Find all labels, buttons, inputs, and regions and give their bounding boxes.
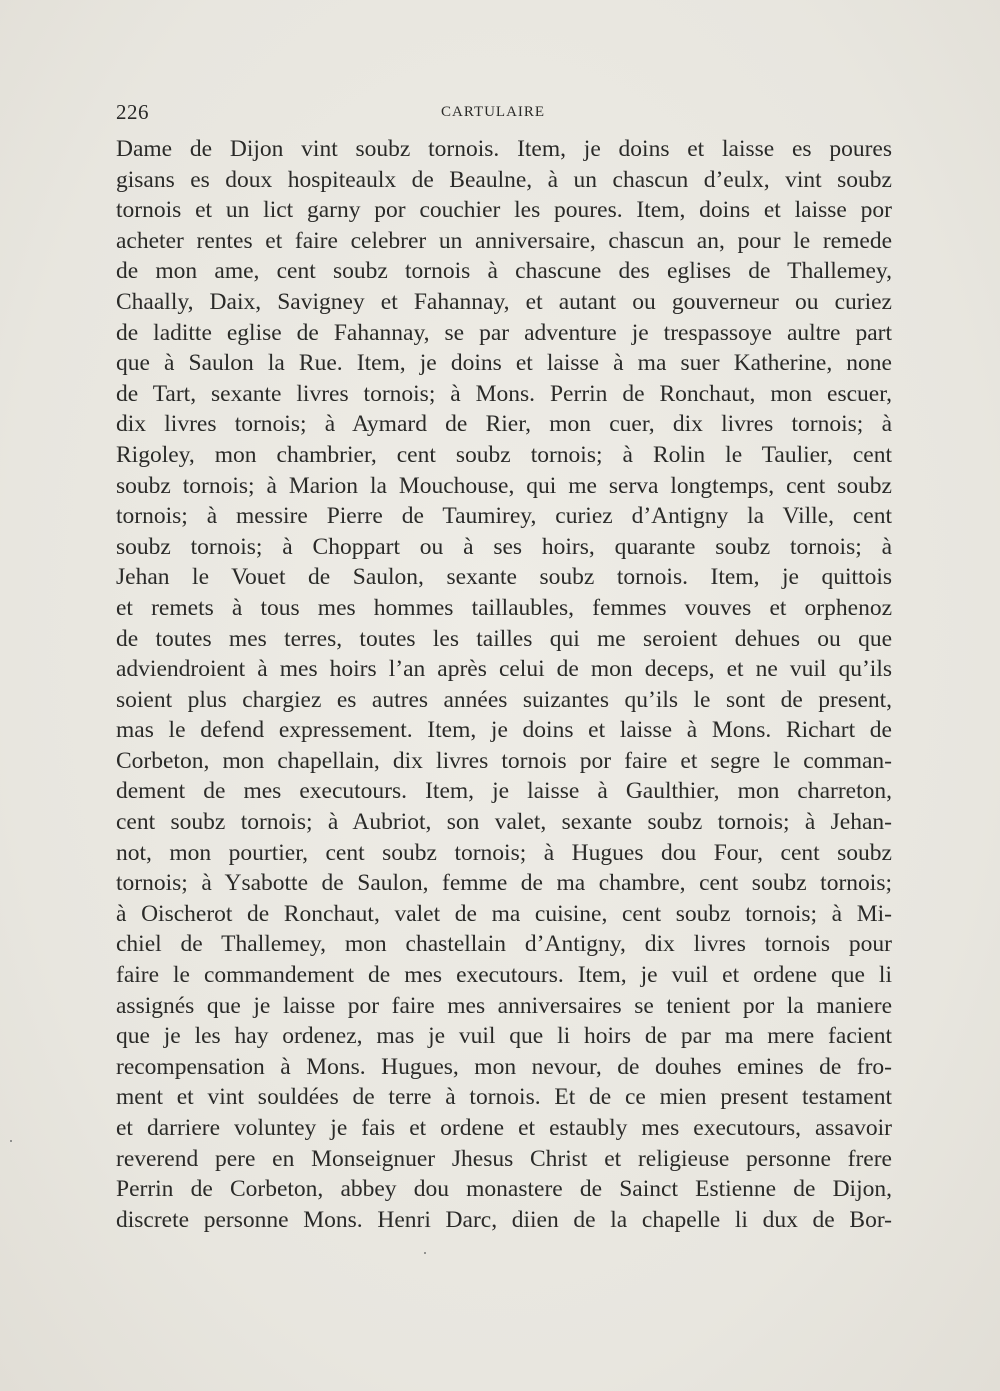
text-line: et darriere voluntey je fais et ordene et estaubly mes executours, assavoir: [116, 1115, 892, 1141]
text-line: à Oischerot de Ronchaut, valet de ma cuisine, cent soubz tornois; à Mi-: [116, 900, 892, 927]
text-line: Rigoley, mon chambrier, cent soubz tornois; à Rolin le Taulier, cent: [116, 441, 892, 468]
text-line: not, mon pourtier, cent soubz tornois; à Hugues dou Four, cent soubz: [116, 839, 892, 866]
paper-speck: [10, 1140, 12, 1142]
page-number: 226: [116, 100, 149, 124]
text-line: Perrin de Corbeton, abbey dou monastere de Sainct Estienne de Dijon,: [116, 1176, 892, 1203]
text-line: de toutes mes terres, toutes les tailles qui me seroient dehues ou que: [116, 625, 892, 652]
text-line: adviendroient à mes hoirs l’an après celui de mon deceps, et ne vuil qu’ils: [116, 656, 892, 683]
text-line: de Tart, sexante livres tornois; à Mons. Perrin de Ronchaut, mon escuer,: [116, 380, 892, 407]
text-line: soient plus chargiez es autres années suizantes qu’ils le sont de present,: [116, 686, 892, 713]
text-line: chiel de Thallemey, mon chastellain d’Antigny, dix livres tornois pour: [116, 931, 892, 958]
text-line: que à Saulon la Rue. Item, je doins et laisse à ma suer Katherine, none: [116, 350, 892, 377]
text-line: dement de mes executours. Item, je laisse à Gaulthier, mon charreton,: [116, 778, 892, 805]
running-head: [116, 96, 892, 126]
text-line: dix livres tornois; à Aymard de Rier, mon cuer, dix livres tornois; à: [116, 411, 892, 438]
text-line: que je les hay ordenez, mas je vuil que li hoirs de par ma mere facient: [116, 1023, 892, 1050]
text-line: discrete personne Mons. Henri Darc, diien de la chapelle li dux de Bor-: [116, 1206, 892, 1233]
text-line: Dame de Dijon vint soubz tornois. Item, je doins et laisse es poures: [116, 136, 892, 162]
text-line: recompensation à Mons. Hugues, mon nevour, de douhes emines de fro-: [116, 1053, 892, 1080]
text-line: ment et vint souldées de terre à tornois. Et de ce mien present testament: [116, 1084, 892, 1111]
text-line: gisans es doux hospiteaulx de Beaulne, à un chascun d’eulx, vint soubz: [116, 166, 892, 193]
text-line: Corbeton, mon chapellain, dix livres tornois por faire et segre le comman-: [116, 747, 892, 774]
body-text: [116, 134, 892, 1235]
text-line: tornois; à messire Pierre de Taumirey, curiez d’Antigny la Ville, cent: [116, 503, 892, 530]
text-line: acheter rentes et faire celebrer un anniversaire, chascun an, pour le remede: [116, 227, 892, 254]
text-line: de laditte eglise de Fahannay, se par adventure je trespassoye aultre part: [116, 319, 892, 346]
paper-speck: [424, 1252, 426, 1254]
text-line: faire le commandement de mes executours. Item, je vuil et ordene que li: [116, 962, 892, 989]
text-line: Chaally, Daix, Savigney et Fahannay, et autant ou gouverneur ou curiez: [116, 288, 892, 315]
text-line: soubz tornois; à Choppart ou à ses hoirs, quarante soubz tornois; à: [116, 533, 892, 560]
text-line: Jehan le Vouet de Saulon, sexante soubz tornois. Item, je quittois: [116, 564, 892, 591]
text-line: et remets à tous mes hommes taillaubles, femmes vouves et orphenoz: [116, 594, 892, 621]
text-line: assignés que je laisse por faire mes anniversaires se tenient por la maniere: [116, 992, 892, 1019]
text-line: soubz tornois; à Marion la Mouchouse, qui me serva longtemps, cent soubz: [116, 472, 892, 499]
text-line: reverend pere en Monseignuer Jhesus Christ et religieuse personne frere: [116, 1145, 892, 1172]
text-line: tornois; à Ysabotte de Saulon, femme de ma chambre, cent soubz tornois;: [116, 870, 892, 897]
text-line: cent soubz tornois; à Aubriot, son valet, sexante soubz tornois; à Jehan-: [116, 809, 892, 836]
text-line: mas le defend expressement. Item, je doins et laisse à Mons. Richart de: [116, 717, 892, 744]
running-title: CARTULAIRE: [441, 104, 546, 120]
text-line: de mon ame, cent soubz tornois à chascune des eglises de Thallemey,: [116, 258, 892, 285]
text-line: tornois et un lict garny por couchier les poures. Item, doins et laisse por: [116, 197, 892, 224]
